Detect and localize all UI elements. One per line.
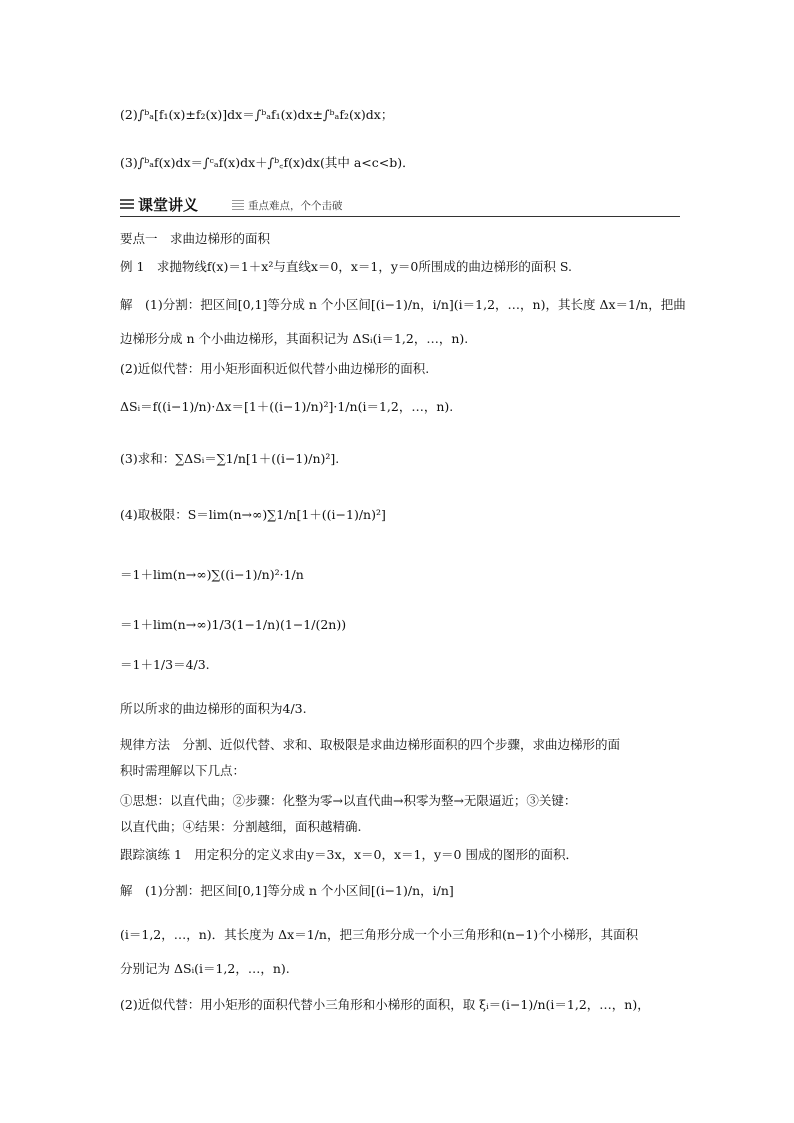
solution-line: (2)近似代替：用小矩形面积近似代替小曲边梯形的面积. [120, 361, 430, 376]
solution-line: (3)求和：∑ΔSᵢ＝∑1/n[1＋((i−1)/n)²]. [120, 451, 340, 466]
solution-line: (4)取极限：S＝lim(n→∞)∑1/n[1＋((i−1)/n)²] [120, 507, 386, 522]
solution-conclusion: 所以所求的曲边梯形的面积为4/3. [120, 701, 307, 716]
solution-line: ΔSᵢ＝f((i−1)/n)·Δx＝[1＋((i−1)/n)²]·1/n(i＝1,2，…，n). [120, 399, 454, 414]
practice-statement: 跟踪演练 1 用定积分的定义求由y＝3x，x＝0，x＝1，y＝0 围成的图形的面积． [120, 847, 578, 862]
practice-solution-line: (i＝1,2，…，n)．其长度为 Δx＝1/n，把三角形分成一个小三角形和(n−1)个小梯形，其面积 [120, 927, 639, 942]
method-text: ①思想：以直代曲；②步骤：化整为零→以直代曲→积零为整→无限逼近；③关键： [120, 793, 577, 808]
formula-sum-rule: (2)∫ᵇₐ[f₁(x)±f₂(x)]dx＝∫ᵇₐf₁(x)dx±∫ᵇₐf₂(x)dx； [120, 107, 394, 122]
solution-line: 解 (1)分割：把区间[0,1]等分成 n 个小区间[(i−1)/n，i/n](i＝1,2，…，n)，其长度 Δx＝1/n，把曲 [120, 297, 686, 312]
section-header [120, 196, 680, 217]
method-text: 积时需理解以下几点： [120, 763, 246, 778]
point-heading: 要点一 求曲边梯形的面积 [120, 231, 271, 246]
method-text: 规律方法 分割、近似代替、求和、取极限是求曲边梯形面积的四个步骤，求曲边梯形的面 [120, 737, 621, 752]
solution-line: ＝1＋lim(n→∞)1/3(1−1/n)(1−1/(2n)) [120, 617, 347, 632]
practice-solution-line: 解 (1)分割：把区间[0,1]等分成 n 个小区间[(i−1)/n，i/n] [120, 883, 454, 898]
solution-line: ＝1＋lim(n→∞)∑((i−1)/n)²·1/n [120, 567, 304, 582]
practice-solution-line: (2)近似代替：用小矩形的面积代替小三角形和小梯形的面积，取 ξᵢ＝(i−1)/n(i＝1,2，…，n)， [120, 997, 650, 1012]
solution-line: ＝1＋1/3＝4/3. [120, 657, 210, 672]
solution-line: 边梯形分成 n 个小曲边梯形，其面积记为 ΔSᵢ(i＝1,2，…，n). [120, 331, 469, 346]
section-title: 课堂讲义 [138, 196, 199, 214]
practice-solution-line: 分别记为 ΔSᵢ(i＝1,2，…，n). [120, 961, 290, 976]
section-subtitle: 重点难点，个个击破 [248, 200, 343, 212]
header-dash-icon [232, 200, 244, 210]
header-stripe-icon [120, 199, 134, 211]
method-text: 以直代曲；④结果：分割越细，面积越精确. [120, 819, 362, 834]
formula-interval-additivity: (3)∫ᵇₐf(x)dx＝∫ᶜₐf(x)dx＋∫ᵇ꜀f(x)dx(其中 a<c<b)． [120, 155, 415, 170]
example-statement: 例 1 求抛物线f(x)＝1＋x²与直线x＝0，x＝1，y＝0所围成的曲边梯形的面积 S. [120, 259, 572, 274]
